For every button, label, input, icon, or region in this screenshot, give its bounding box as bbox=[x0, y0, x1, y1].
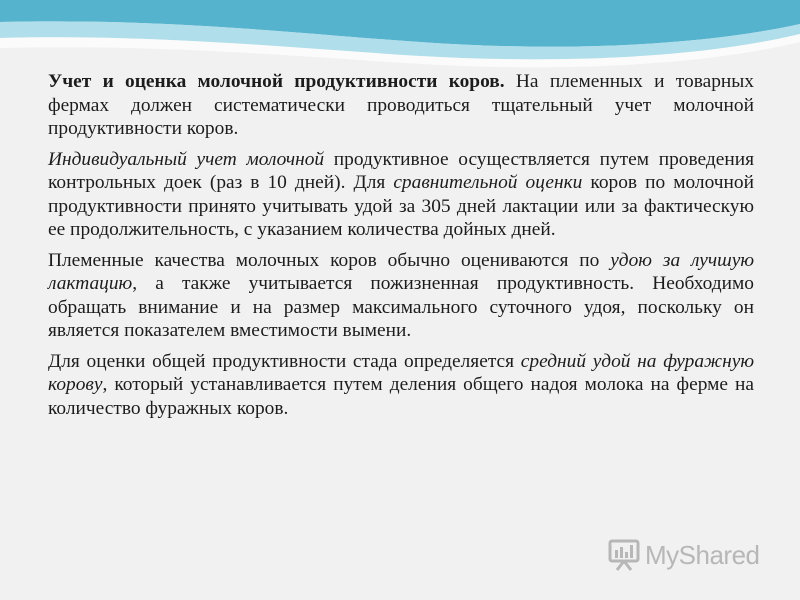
presentation-board-icon bbox=[607, 538, 641, 572]
logo-text: MyShared bbox=[645, 539, 760, 570]
paragraph-1-text: На племенных и товарных фермах должен систематически проводиться тщательный учет молочной продуктивности коров. bbox=[48, 71, 755, 139]
paragraph-2-emphasis-1: Индивидуальный учет молочной bbox=[48, 148, 325, 170]
paragraph-3-emphasis-1: удою за лучшую лактацию bbox=[48, 249, 755, 294]
header-wave-decoration bbox=[0, 0, 800, 80]
paragraph-3-text-2: , а также учитывается пожизненная продуктивность. Необходимо обращать внимание и на размер максимального суточного удоя, поскольку он является показателем вместимости вымени. bbox=[48, 273, 754, 341]
paragraph-1 bbox=[48, 70, 754, 141]
paragraph-3 bbox=[48, 249, 754, 343]
paragraph-4-emphasis-1: средний удой на фуражную корову bbox=[48, 350, 754, 395]
myshared-logo bbox=[607, 538, 767, 572]
paragraph-3-text-1: Племенные качества молочных коров обычно оцениваются по bbox=[48, 249, 611, 271]
slide-text-body bbox=[48, 70, 754, 427]
paragraph-2-text-2: коров по молочной продуктивности принято учитывать удой за 305 дней лактации или за фактическую ее продолжительность, с указанием количества дойных дней. bbox=[48, 172, 754, 240]
paragraph-2 bbox=[48, 148, 754, 242]
paragraph-1-heading: Учет и оценка молочной продуктивности коров. bbox=[48, 71, 505, 92]
paragraph-4-text-1: Для оценки общей продуктивности стада определяется bbox=[48, 350, 521, 372]
paragraph-2-emphasis-2: сравнительной оценки bbox=[393, 172, 583, 193]
paragraph-4-text-2: , который устанавливается путем деления общего надоя молока на ферме на количество фуражных коров. bbox=[48, 374, 754, 419]
paragraph-2-text-1: продуктивное осуществляется путем проведения контрольных доек (раз в 10 дней). Для bbox=[48, 148, 754, 193]
paragraph-4 bbox=[48, 350, 754, 421]
